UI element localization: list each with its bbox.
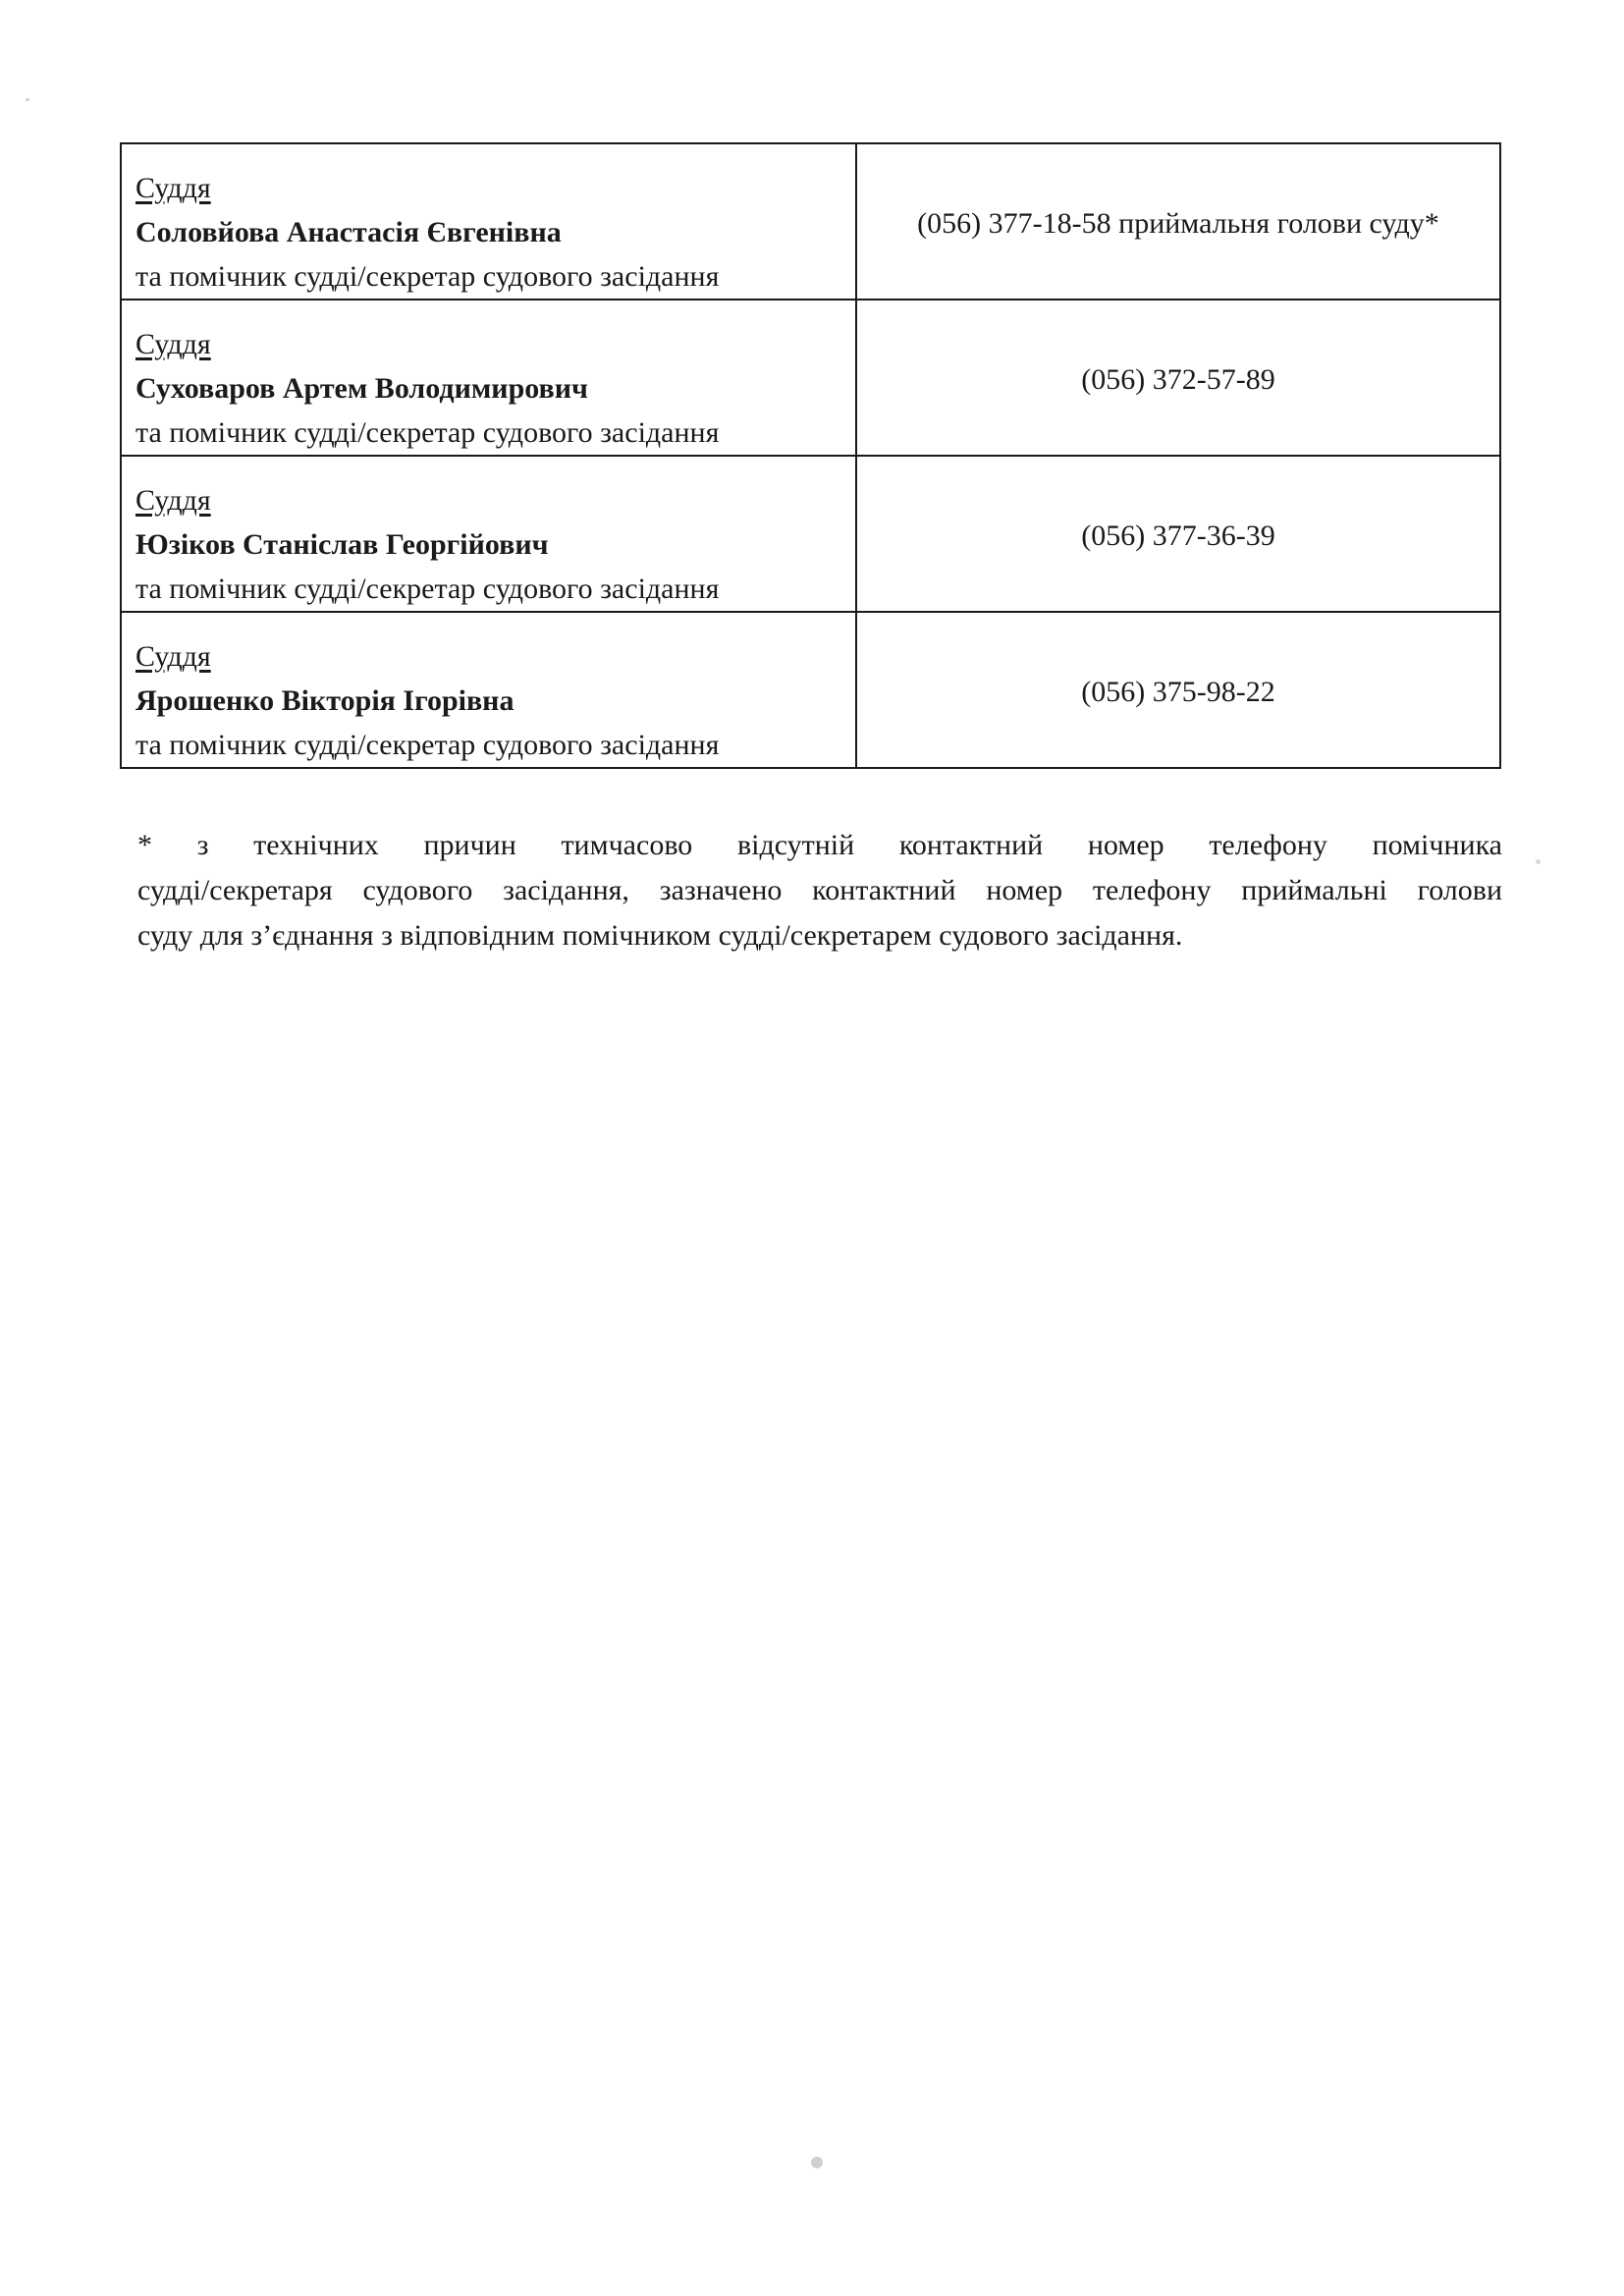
- footnote-line: судді/секретаря судового засідання, зазначено контактний номер телефону приймальні голови: [137, 874, 1502, 906]
- judge-cell: [121, 143, 856, 300]
- scan-speck: [26, 98, 29, 101]
- assistant-note: та помічник судді/секретар судового засідання: [135, 260, 720, 293]
- table-row: [121, 143, 1500, 300]
- footnote-line: * з технічних причин тимчасово відсутній контактний номер телефону помічника: [137, 829, 1502, 861]
- phone-number: (056) 372-57-89: [1081, 363, 1275, 396]
- phone-cell: [856, 612, 1500, 768]
- judge-name: Ярошенко Вікторія Ігорівна: [135, 684, 514, 717]
- table-row: [121, 300, 1500, 456]
- scan-speck: [1536, 859, 1541, 864]
- judge-role: Суддя: [135, 172, 211, 204]
- judge-name: Суховаров Артем Володимирович: [135, 372, 588, 405]
- table-row: [121, 456, 1500, 612]
- phone-number: (056) 377-36-39: [1081, 519, 1275, 552]
- judge-cell: [121, 612, 856, 768]
- judge-name: Юзіков Станіслав Георгійович: [135, 528, 549, 561]
- phone-cell: [856, 143, 1500, 300]
- judge-role: Суддя: [135, 640, 211, 673]
- phone-cell: [856, 456, 1500, 612]
- judge-cell: [121, 300, 856, 456]
- assistant-note: та помічник судді/секретар судового засідання: [135, 573, 720, 605]
- judge-role: Суддя: [135, 328, 211, 360]
- footnote: [137, 823, 1502, 958]
- assistant-note: та помічник судді/секретар судового засідання: [135, 729, 720, 761]
- scan-speck: [811, 2157, 823, 2168]
- phone-cell: [856, 300, 1500, 456]
- judge-role: Суддя: [135, 484, 211, 517]
- table-row: [121, 612, 1500, 768]
- footnote-line: суду для з’єднання з відповідним помічником судді/секретарем судового засідання.: [137, 919, 1183, 952]
- contacts-table: [120, 142, 1501, 769]
- judge-name: Соловйова Анастасія Євгенівна: [135, 216, 562, 248]
- judge-cell: [121, 456, 856, 612]
- phone-number: (056) 375-98-22: [1081, 676, 1275, 708]
- phone-number: (056) 377-18-58 приймальня голови суду*: [917, 207, 1439, 240]
- assistant-note: та помічник судді/секретар судового засідання: [135, 416, 720, 449]
